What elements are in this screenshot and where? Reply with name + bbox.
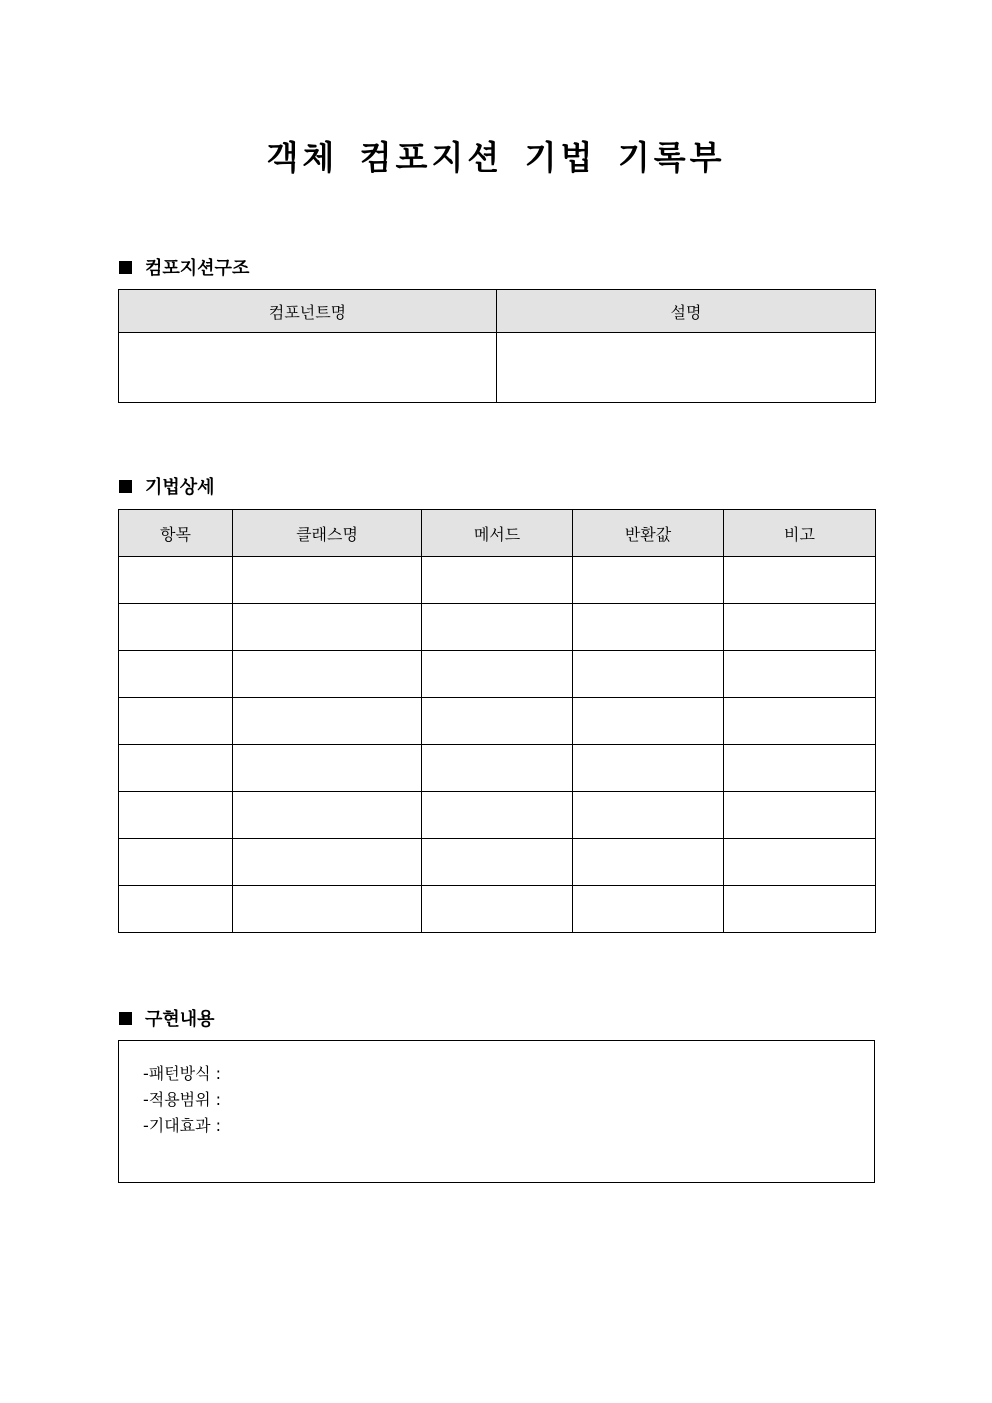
method-cell[interactable] [422,792,573,839]
item-cell[interactable] [119,698,233,745]
pattern-method-line: -패턴방식 : [143,1064,222,1083]
technique-table-body [119,557,876,933]
return-value-cell[interactable] [573,698,724,745]
class-name-cell[interactable] [233,557,422,604]
column-header-item: 항목 [119,510,233,557]
remarks-cell[interactable] [724,651,876,698]
column-header-method: 메서드 [422,510,573,557]
table-row [119,792,876,839]
class-name-cell[interactable] [233,839,422,886]
class-name-cell[interactable] [233,698,422,745]
item-cell[interactable] [119,651,233,698]
bullet-square-icon [119,1012,132,1025]
column-header-return-value: 반환값 [573,510,724,557]
return-value-cell[interactable] [573,886,724,933]
remarks-cell[interactable] [724,557,876,604]
item-cell[interactable] [119,886,233,933]
component-name-cell[interactable] [119,333,497,403]
item-cell[interactable] [119,792,233,839]
bullet-square-icon [119,261,132,274]
remarks-cell[interactable] [724,792,876,839]
column-header-class-name: 클래스명 [233,510,422,557]
return-value-cell[interactable] [573,745,724,792]
expected-effect-line: -기대효과 : [143,1116,222,1135]
table-row [119,604,876,651]
method-cell[interactable] [422,745,573,792]
return-value-cell[interactable] [573,839,724,886]
table-row [119,839,876,886]
item-cell[interactable] [119,604,233,651]
method-cell[interactable] [422,698,573,745]
item-cell[interactable] [119,745,233,792]
section-heading-label: 컴포지션구조 [145,258,250,279]
description-cell[interactable] [497,333,876,403]
table-row [119,333,876,403]
bullet-square-icon [119,480,132,493]
return-value-cell[interactable] [573,604,724,651]
remarks-cell[interactable] [724,839,876,886]
table-row [119,745,876,792]
class-name-cell[interactable] [233,792,422,839]
section-heading-label: 구현내용 [145,1009,215,1030]
return-value-cell[interactable] [573,792,724,839]
section-heading-implementation [119,1005,215,1031]
column-header-description: 설명 [497,290,876,333]
item-cell[interactable] [119,557,233,604]
composition-table [118,289,876,403]
method-cell[interactable] [422,651,573,698]
remarks-cell[interactable] [724,886,876,933]
page-title: 객체 컴포지션 기법 기록부 [266,138,726,177]
table-header-row [119,510,876,557]
method-cell[interactable] [422,886,573,933]
table-header-row [119,290,876,333]
application-scope-line: -적용범위 : [143,1090,222,1109]
class-name-cell[interactable] [233,745,422,792]
class-name-cell[interactable] [233,604,422,651]
method-cell[interactable] [422,604,573,651]
table-row [119,557,876,604]
implementation-box[interactable] [118,1040,875,1183]
section-heading-composition [119,254,249,280]
section-heading-label: 기법상세 [145,477,215,498]
return-value-cell[interactable] [573,557,724,604]
class-name-cell[interactable] [233,886,422,933]
section-heading-technique [119,473,215,499]
return-value-cell[interactable] [573,651,724,698]
table-row [119,886,876,933]
class-name-cell[interactable] [233,651,422,698]
implementation-lines [143,1061,221,1139]
column-header-component-name: 컴포넌트명 [119,290,497,333]
method-cell[interactable] [422,839,573,886]
remarks-cell[interactable] [724,604,876,651]
item-cell[interactable] [119,839,233,886]
remarks-cell[interactable] [724,698,876,745]
technique-table [118,509,876,933]
table-row [119,698,876,745]
remarks-cell[interactable] [724,745,876,792]
method-cell[interactable] [422,557,573,604]
column-header-remarks: 비고 [724,510,876,557]
table-row [119,651,876,698]
